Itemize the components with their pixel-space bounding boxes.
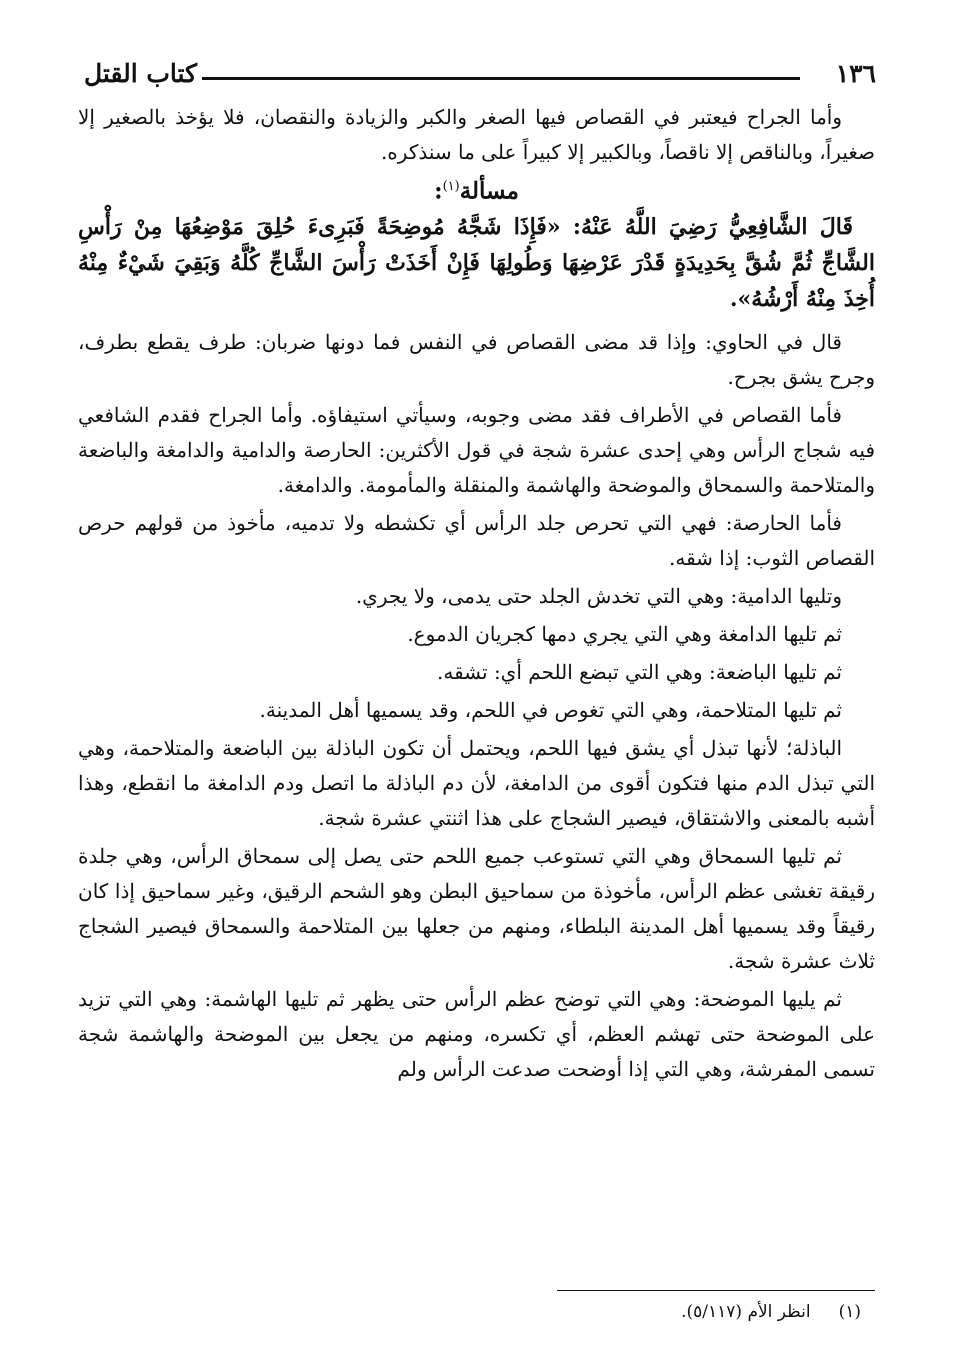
paragraph-10: ثم تليها السمحاق وهي التي تستوعب جميع اللحم حتى يصل إلى سمحاق الرأس، وهي جلدة رقيقة تغشى عظم الرأس، مأخوذة من سماحيق البطن وهو الشحم الرقيق، وغير سماحيق إذا كان رقيقاً وقد يسميها أهل المدينة البلطاء، ومنهم من جعلها بين المتلاحمة والسمحاق فيصير الشجاج ثلاث عشرة شجة. bbox=[78, 843, 875, 973]
section-heading-colon: : bbox=[434, 177, 443, 205]
paragraph-8: ثم تليها المتلاحمة، وهي التي تغوص في اللحم، وقد يسميها أهل المدينة. bbox=[259, 697, 842, 722]
paragraph-3: فأما القصاص في الأطراف فقد مضى وجوبه، وسيأتي استيفاؤه. وأما الجراح فقدم الشافعي فيه شجاج الرأس وهي إحدى عشرة شجة في قول الأكثرين: الحارصة والدامية والدامغة والباضعة والمتلاحمة والسمحاق والموضحة والهاشمة والمنقلة والمأمومة. والدامغة. bbox=[78, 402, 875, 497]
paragraph-11: ثم يليها الموضحة: وهي التي توضح عظم الرأس حتى يظهر ثم تليها الهاشمة: وهي التي تزيد على الموضحة حتى تهشم العظم، أي تكسره، ومنهم من يجعل بين الموضحة والهاشمة شجة تسمى المفرشة، وهي التي إذا أوضحت صدعت الرأس ولم bbox=[78, 986, 875, 1081]
page-body bbox=[78, 100, 875, 1090]
paragraph-4: فأما الحارصة: فهي التي تحرص جلد الرأس أي تكشطه ولا تدميه، مأخوذ من قولهم حرص القصاص الثوب: إذا شقه. bbox=[78, 510, 875, 570]
paragraph-1: وأما الجراح فيعتبر في القصاص فيها الصغر والكبر والزيادة والنقصان، فلا يؤخذ بالصغير إلا صغيراً، وبالناقص إلا ناقصاً، وبالكبير إلا كبيراً على ما سنذكره. bbox=[78, 105, 875, 164]
paragraph-5: وتليها الدامية: وهي التي تخدش الجلد حتى يدمى، ولا يجري. bbox=[355, 583, 842, 608]
paragraph-2: قال في الحاوي: وإذا قد مضى القصاص في النفس فما دونها ضربان: طرف يقطع بطرف، وجرح يشق بجرح. bbox=[78, 329, 875, 389]
footnote-marker: (١) bbox=[838, 1302, 861, 1322]
section-heading-text: مسألة bbox=[459, 177, 519, 205]
book-title: كتاب القتل bbox=[84, 59, 197, 88]
section-heading bbox=[78, 170, 875, 209]
footnote-text: انظر الأم (٥/١١٧). bbox=[681, 1302, 811, 1322]
shafii-quote: قَالَ الشَّافِعِيُّ رَضِيَ اللَّهُ عَنْهُ: «فَإِذَا شَجَّهُ مُوضِحَةً فَبَرِىءَ حُلِقَ مَوْضِعُهَا مِنْ رَأْسِ الشَّاجِّ ثُمَّ شُقَّ بِحَدِيدَةٍ قَدْرَ عَرْضِهَا وَطُولِهَا فَإِنْ أَخَذَتْ رَأْسَ الشَّاجِّ كُلَّهُ وَبَقِيَ شَيْءٌ مِنْهُ أُخِذَ مِنْهُ أَرْشُهُ». bbox=[78, 213, 875, 312]
page-header bbox=[84, 58, 876, 94]
footnote bbox=[681, 1297, 861, 1327]
footnote-reference: (١) bbox=[442, 179, 460, 194]
paragraph-9: الباذلة؛ لأنها تبذل أي يشق فيها اللحم، ويحتمل أن تكون الباذلة بين الباضعة والمتلاحمة، وهي التي تبذل الدم منها فتكون أقوى من الدامغة، لأن دم الباذلة ما اتصل ودم الدامغة ما انقطع، وهذا أشبه بالمعنى والاشتقاق، فيصير الشجاج على هذا اثنتي عشرة شجة. bbox=[78, 735, 875, 830]
paragraph-6: ثم تليها الدامغة وهي التي يجري دمها كجريان الدموع. bbox=[407, 621, 842, 646]
page-number: ١٣٦ bbox=[835, 59, 876, 88]
header-rule bbox=[202, 77, 800, 80]
footnote-rule bbox=[557, 1290, 875, 1291]
paragraph-7: ثم تليها الباضعة: وهي التي تبضع اللحم أي: تشقه. bbox=[436, 659, 842, 684]
